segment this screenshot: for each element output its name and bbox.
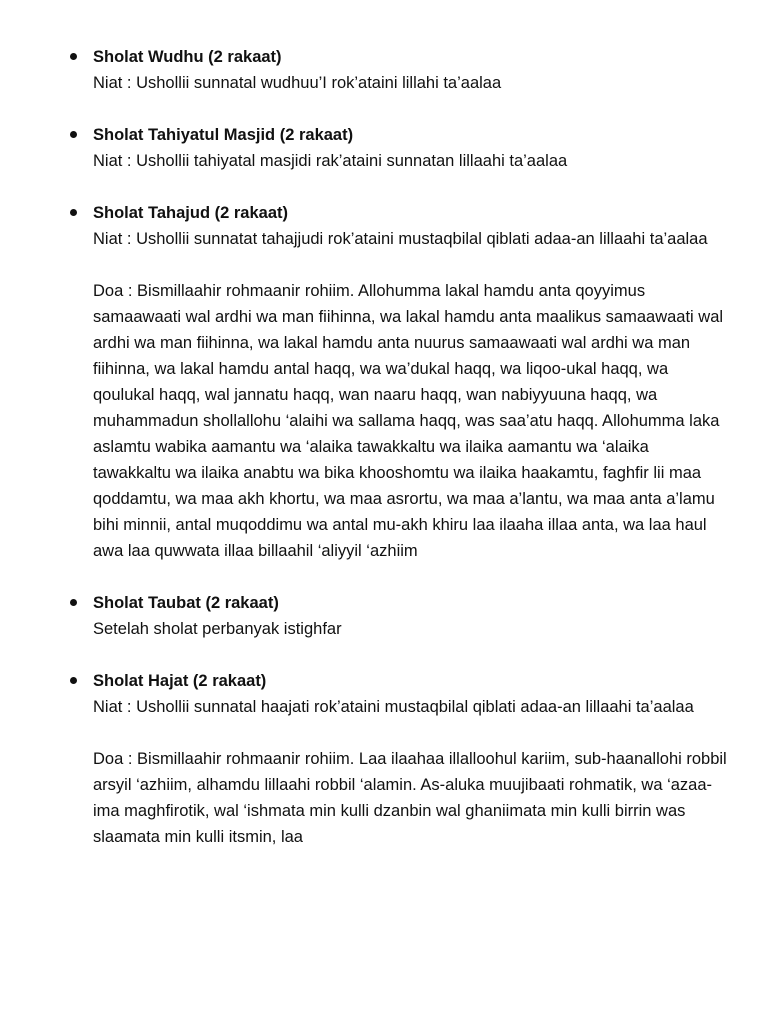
niat-text: Niat : Ushollii tahiyatal masjidi rak’ataini sunnatan lillaahi ta’aalaa (93, 152, 568, 170)
niat-text: Niat : Ushollii sunnatal haajati rok’ataini mustaqbilal qiblati adaa-an lillaahi ta’aalaa (93, 698, 694, 716)
section-sholat-hajat (0, 668, 768, 850)
doa-text: Doa : Bismillaahir rohmaanir rohiim. Laa ilaahaa illalloohul kariim, sub-haanallohi robbil arsyil ‘azhiim, alhamdu lillaahi robbil ‘alamin. As-aluka muujibaati rohmatik, wa ‘azaa-ima maghfirotik, wal ‘ishmata min kulli dzanbin wal ghaniimata min kulli birrin was slaamata min kulli itsmin, laa (93, 750, 727, 846)
section-sholat-tahajud (0, 200, 768, 564)
niat-text: Setelah sholat perbanyak istighfar (93, 620, 342, 638)
bullet-icon (70, 599, 77, 606)
section-sholat-tahiyatul-masjid (0, 122, 768, 174)
section-sholat-wudhu (0, 44, 768, 96)
bullet-icon (70, 209, 77, 216)
niat-text: Niat : Ushollii sunnatat tahajjudi rok’ataini mustaqbilal qiblati adaa-an lillaahi ta’aalaa (93, 230, 708, 248)
section-heading: Sholat Wudhu (2 rakaat) (93, 48, 282, 66)
section-sholat-taubat (0, 590, 768, 642)
section-heading: Sholat Tahajud (2 rakaat) (93, 204, 288, 222)
section-heading: Sholat Tahiyatul Masjid (2 rakaat) (93, 126, 354, 144)
section-heading: Sholat Taubat (2 rakaat) (93, 594, 279, 612)
doa-text: Doa : Bismillaahir rohmaanir rohiim. Allohumma lakal hamdu anta qoyyimus samaawaati wal ardhi wa man fiihinna, wa lakal hamdu anta maalikus samaawaati wal ardhi wa man fiihinna, wa lakal hamdu anta nuurus samaawaati wal ardhi wa man fiihinna, wa lakal hamdu antal haqq, wa wa’dukal haqq, wa liqoo-ukal haqq, wa qoulukal haqq, wal jannatu haqq, wan naaru haqq, wan nabiyyuuna haqq, wa muhammadun shollallohu ‘alaihi wa sallama haqq, was saa’atu haqq. Allohumma laka aslamtu wabika aamantu wa ‘alaika tawakkaltu wa ilaika aamantu wa ‘alaika tawakkaltu wa ilaika anabtu wa bika khooshomtu wa ilaika haakamtu, faghfir lii maa qoddamtu, wa maa akh khortu, wa maa asrortu, wa maa a’lantu, wa maa anta a’lamu bihi minnii, antal muqoddimu wa antal mu-akh khiru laa ilaaha illaa anta, wa laa haul awa laa quwwata illaa billaahil ‘aliyyil ‘azhiim (93, 282, 724, 560)
document-page (0, 44, 768, 876)
bullet-icon (70, 677, 77, 684)
section-heading: Sholat Hajat (2 rakaat) (93, 672, 267, 690)
bullet-icon (70, 131, 77, 138)
bullet-icon (70, 53, 77, 60)
niat-text: Niat : Ushollii sunnatal wudhuu’I rok’ataini lillahi ta’aalaa (93, 74, 502, 92)
